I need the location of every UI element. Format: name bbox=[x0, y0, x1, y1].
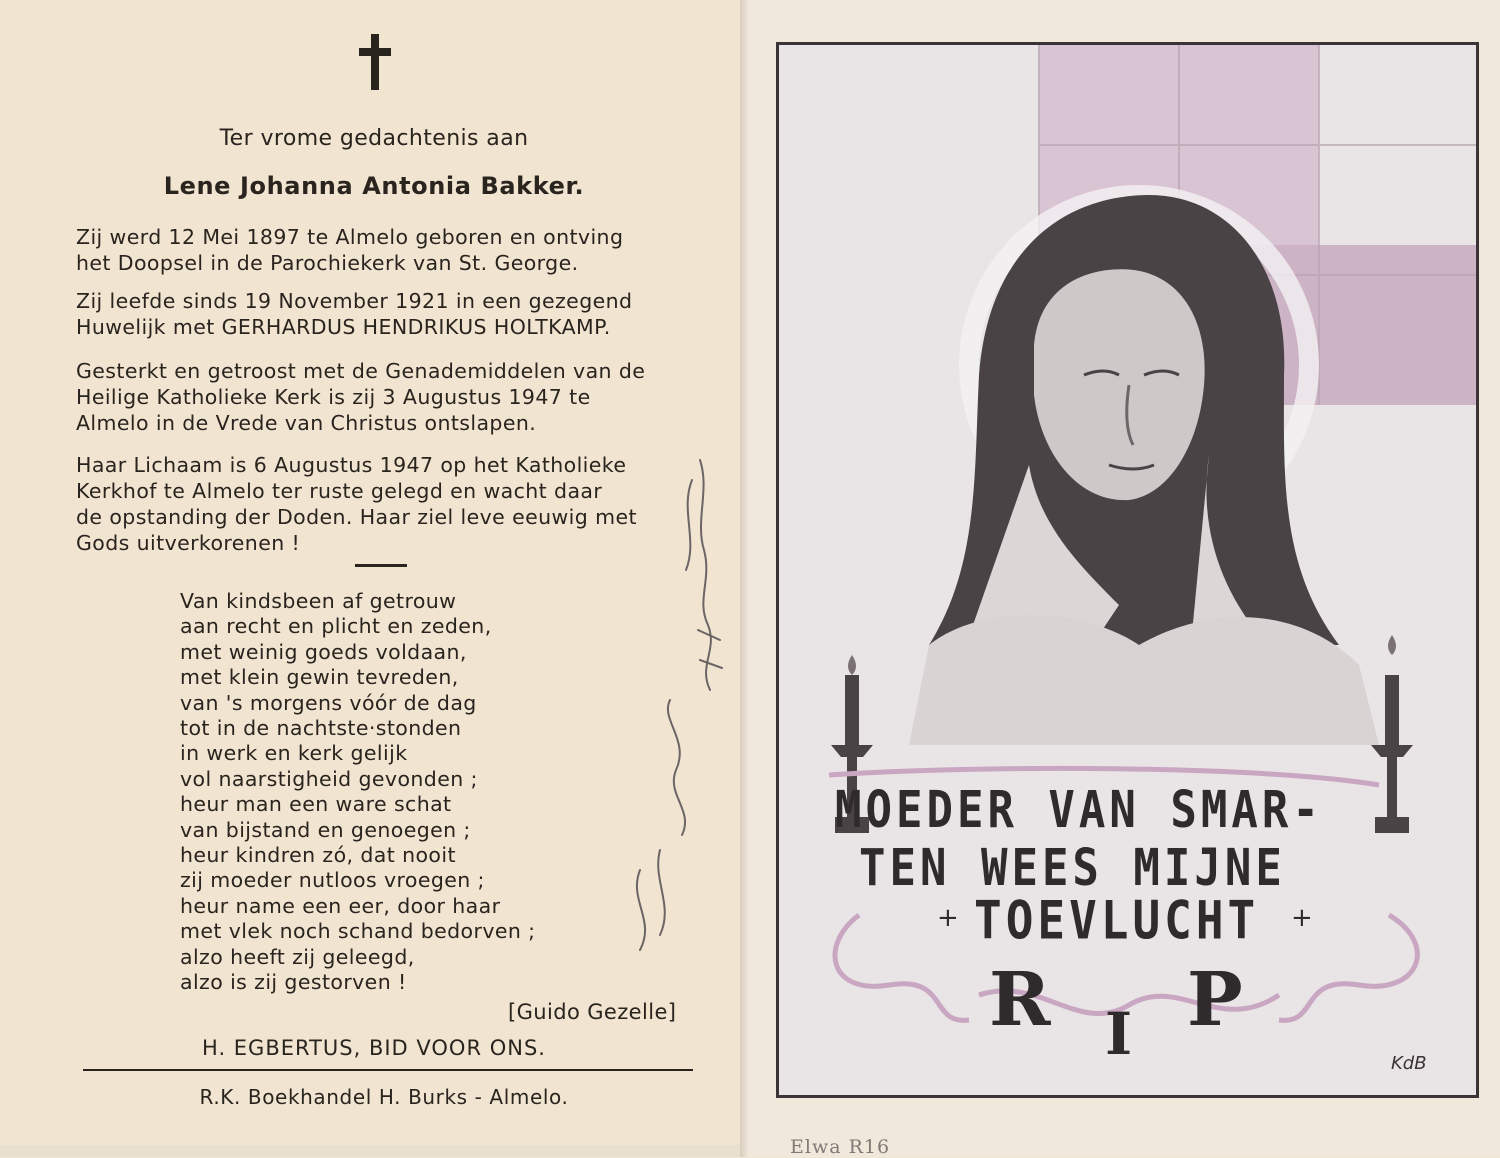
poem-line: Van kindsbeen af getrouw bbox=[180, 589, 457, 613]
printer-mark: Elwa R16 bbox=[790, 1136, 891, 1158]
banner-line-1: MOEDER VAN SMAR- bbox=[835, 781, 1323, 840]
poem-line: in werk en kerk gelijk bbox=[180, 741, 408, 766]
card-fold bbox=[740, 0, 750, 1157]
rip-letter-r: R bbox=[989, 957, 1051, 1043]
cross-icon bbox=[355, 32, 395, 92]
poem-line: alzo heeft zij geleegd, bbox=[180, 944, 415, 969]
poem bbox=[180, 589, 535, 996]
prayer-line: H. EGBERTUS, BID VOOR ONS. bbox=[202, 1036, 546, 1060]
memorial-text-card bbox=[0, 0, 748, 1145]
banner-line-3: TOEVLUCHT bbox=[974, 888, 1260, 952]
poem-line: van 's morgens vóór de dag bbox=[180, 690, 477, 715]
poem-line: zij moeder nutloos vroegen ; bbox=[180, 868, 485, 893]
poem-line: alzo is zij gestorven ! bbox=[180, 970, 407, 995]
death-paragraph: Gesterkt en getroost met de Genademiddelen van de Heilige Katholieke Kerk is zij 3 Augustus 1947 te Almelo in de Vrede van Christus ontslapen. bbox=[76, 359, 646, 435]
banner-line-2: TEN WEES MIJNE bbox=[859, 839, 1286, 898]
memorial-image-card bbox=[748, 0, 1500, 1157]
poem-line: tot in de nachtste·stonden bbox=[180, 716, 462, 741]
plus-ornament-right: + bbox=[1291, 903, 1313, 933]
poem-line: heur name een eer, door haar bbox=[180, 893, 501, 918]
poem-line: van bijstand en genoegen ; bbox=[180, 817, 471, 842]
poem-line: vol naarstigheid gevonden ; bbox=[180, 766, 478, 791]
plus-ornament-left: + bbox=[937, 903, 959, 933]
footer-divider bbox=[83, 1069, 693, 1071]
memorial-heading: Ter vrome gedachtenis aan bbox=[219, 126, 529, 151]
marriage-paragraph: Zij leefde sinds 19 November 1921 in een gezegend Huwelijk met GERHARDUS HENDRIKUS HOLTKAMP. bbox=[76, 289, 633, 339]
poem-line: met klein gewin tevreden, bbox=[180, 665, 459, 690]
handwritten-signature bbox=[600, 450, 740, 970]
rip-letter-p: P bbox=[1187, 957, 1243, 1043]
poem-line: heur man een ware schat bbox=[180, 792, 452, 817]
page-edge-strip bbox=[0, 1145, 748, 1157]
section-divider bbox=[355, 564, 407, 567]
rip-letter-i: I bbox=[1105, 1000, 1133, 1068]
poem-line: heur kindren zó, dat nooit bbox=[180, 843, 456, 868]
publisher-line: R.K. Boekhandel H. Burks - Almelo. bbox=[199, 1085, 569, 1109]
burial-paragraph: Haar Lichaam is 6 Augustus 1947 op het Katholieke Kerkhof te Almelo ter ruste gelegd en wacht daar de opstanding der Doden. Haar ziel leve eeuwig met Gods uitverkorenen ! bbox=[76, 453, 637, 555]
artist-monogram: KdB bbox=[1391, 1053, 1427, 1074]
poem-line: aan recht en plicht en zeden, bbox=[180, 614, 492, 639]
madonna-illustration bbox=[776, 42, 1479, 1098]
birth-paragraph: Zij werd 12 Mei 1897 te Almelo geboren en ontving het Doopsel in de Parochiekerk van St. George. bbox=[76, 225, 624, 275]
poem-line: met vlek noch schand bedorven ; bbox=[180, 919, 536, 944]
deceased-name: Lene Johanna Antonia Bakker. bbox=[163, 172, 585, 200]
poem-credit: [Guido Gezelle] bbox=[508, 1000, 677, 1024]
poem-line: met weinig goeds voldaan, bbox=[180, 639, 467, 664]
